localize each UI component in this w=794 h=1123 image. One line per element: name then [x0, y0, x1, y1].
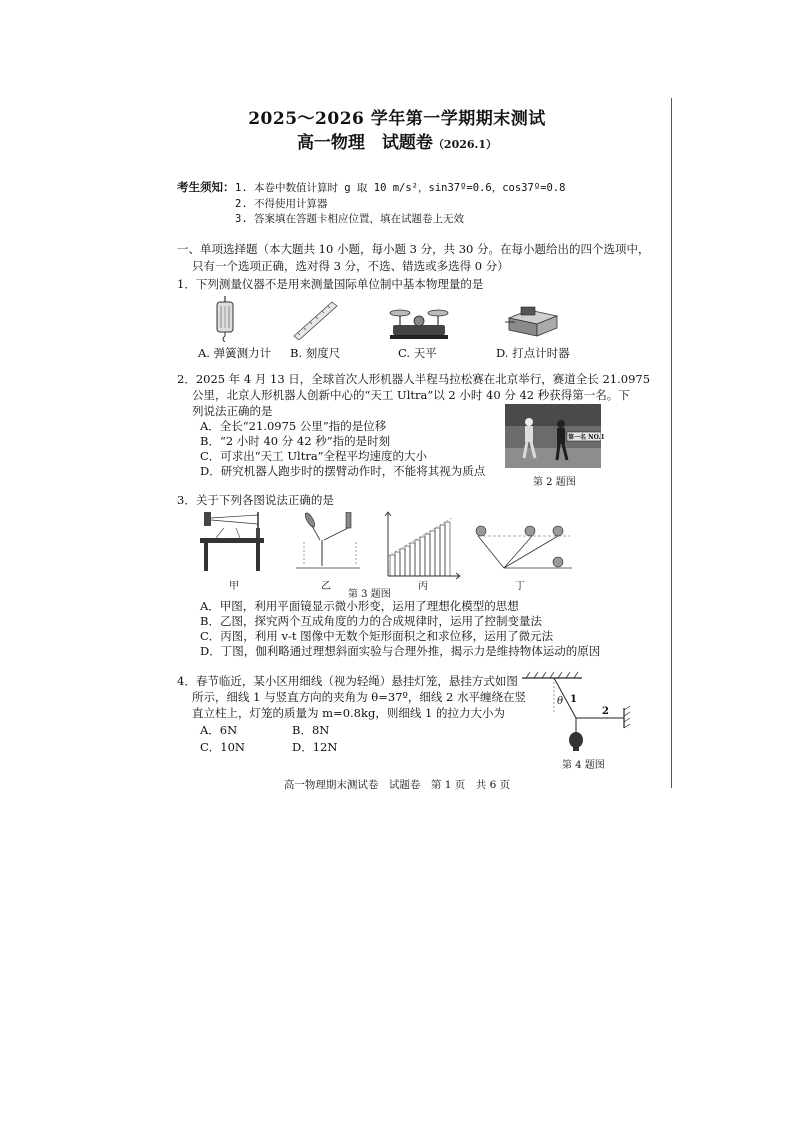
vt-rectangles [390, 522, 450, 576]
q3-option-a: A．甲图，利用平面镜显示微小形变，运用了理想化模型的思想 [200, 599, 519, 613]
exam-title: 2025～2026 学年第一学期期末测试 [248, 109, 546, 129]
notice-label: 考生须知： [177, 180, 235, 194]
q1-option-c: C. 天平 [398, 346, 437, 360]
lantern-line2-label: 2 [602, 706, 609, 717]
q1-stem: 1．下列测量仪器不是用来测量国际单位制中基本物理量的是 [177, 277, 484, 291]
q1-option-a: A. 弹簧测力计 [198, 346, 272, 360]
figure-label-yi: 乙 [321, 581, 331, 592]
q3-option-d: D．丁图，伽利略通过理想斜面实验与合理外推，揭示力是维持物体运动的原因 [200, 644, 601, 658]
lantern-diagram [520, 670, 632, 754]
figure-ding-inclines [474, 522, 574, 572]
q2-stem-line-1: 2．2025 年 4 月 13 日，全球首次人形机器人半程马拉松赛在北京举行，赛道全长 21.0975 [177, 372, 651, 386]
exam-subtitle [0, 128, 794, 153]
marathon-banner-text: 第一名 NO.1 [568, 434, 605, 441]
q2-figure-caption: 第 2 题图 [533, 477, 576, 488]
q3-stem: 3．关于下列各图说法正确的是 [177, 493, 334, 507]
notice-item-2: 2. 不得使用计算器 [235, 198, 328, 210]
ruler-image [292, 300, 338, 340]
figure-label-bing: 丙 [418, 581, 428, 592]
q4-figure-caption: 第 4 题图 [562, 760, 605, 771]
q3-option-b: B．乙图，探究两个互成角度的力的合成规律时，运用了控制变量法 [200, 614, 542, 628]
q2-option-d: D．研究机器人跑步时的摆臂动作时，不能将其视为质点 [200, 464, 486, 478]
q2-option-a: A．全长“21.0975 公里”指的是位移 [200, 419, 387, 433]
notice-item-1: 1. 本卷中数值计算时 g 取 10 m/s²，sin37º=0.6，cos37º=0.8 [235, 182, 566, 194]
figure-jia-mirror-table [196, 512, 268, 574]
q4-stem-line-3: 直立柱上，灯笼的质量为 m=0.8kg，则细线 1 的拉力大小为 [192, 706, 505, 720]
q3-figure-caption: 第 3 题图 [348, 589, 391, 600]
figure-label-jia: 甲 [229, 581, 239, 592]
section-heading-cont: 只有一个选项正确，选对得 3 分，不选、错选或多选得 0 分） [192, 259, 509, 273]
lantern-line1-label: 1 [570, 694, 577, 705]
q2-option-b: B．“2 小时 40 分 42 秒”指的是时刻 [200, 434, 391, 448]
q1-option-d: D. 打点计时器 [496, 346, 570, 360]
spring-scale-image [212, 296, 238, 342]
figure-bing-vt-graph [382, 510, 462, 580]
q4-option-d: D．12N [292, 740, 338, 754]
q4-stem-line-2: 所示，细线 1 与竖直方向的夹角为 θ=37º，细线 2 水平缠绕在竖 [192, 690, 527, 704]
figure-label-ding: 丁 [515, 581, 525, 592]
q4-option-a: A．6N [200, 723, 238, 737]
section-heading: 一、单项选择题（本大题共 10 小题，每小题 3 分，共 30 分。在每小题给出的四个选项中， [177, 242, 650, 256]
notice-item-3: 3. 答案填在答题卡相应位置，填在试题卷上无效 [235, 213, 464, 225]
q2-stem-line-3: 列说法正确的是 [192, 404, 273, 418]
exam-subtitle-text: 高一物理 试题卷 [296, 133, 433, 153]
page-footer: 高一物理期末测试卷 试题卷 第 1 页 共 6 页 [283, 779, 511, 791]
lantern-angle-label: θ [557, 696, 564, 707]
exam-date: （2026.1） [432, 138, 498, 151]
q4-option-b: B．8N [292, 723, 330, 737]
q2-stem-line-2: 公里，北京人形机器人创新中心的“天工 Ultra”以 2 小时 40 分 42 秒获得第一名。下 [192, 388, 630, 402]
ticker-timer-image [505, 304, 559, 340]
page-edge-line [671, 98, 672, 788]
q2-option-c: C．可求出“天工 Ultra”全程平均速度的大小 [200, 449, 428, 463]
q4-option-c: C．10N [200, 740, 245, 754]
balance-image [388, 299, 450, 341]
q3-option-c: C．丙图，利用 v-t 图像中无数个矩形面积之和求位移，运用了微元法 [200, 629, 554, 643]
q4-stem-line-1: 4．春节临近，某小区用细线（视为轻绳）悬挂灯笼，悬挂方式如图 [177, 674, 518, 688]
figure-yi-force-composition [290, 512, 362, 574]
q1-option-b: B. 刻度尺 [290, 346, 341, 360]
